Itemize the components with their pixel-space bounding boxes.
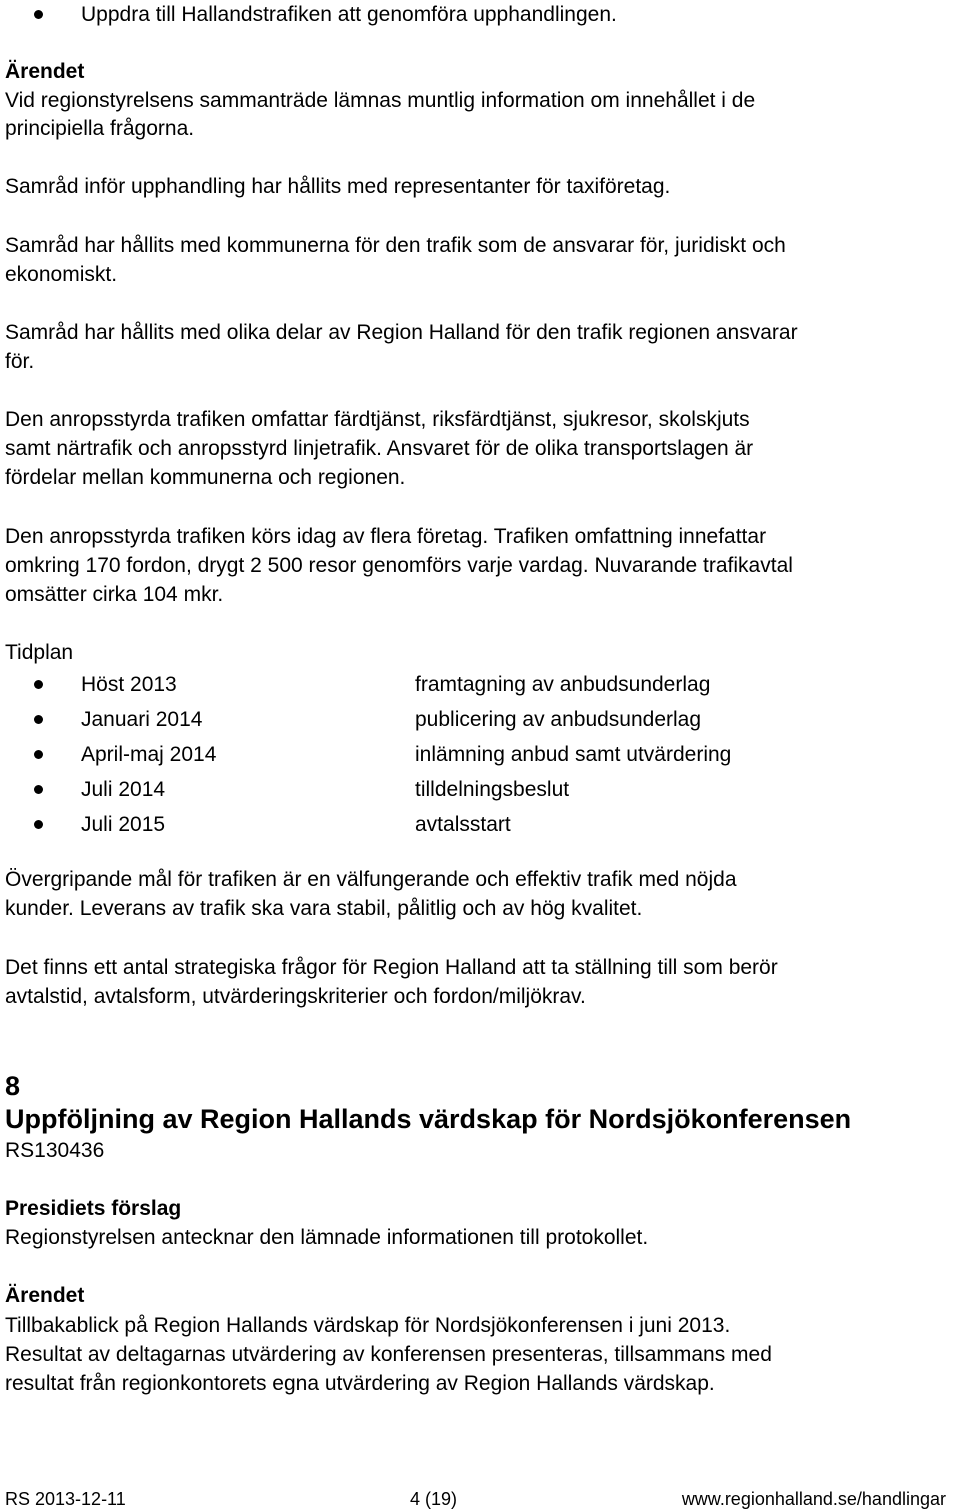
bullet-icon (34, 715, 43, 724)
arendet2-line-1: Tillbakablick på Region Hallands värdskap för Nordsjökonferensen i juni 2013. (5, 1314, 731, 1337)
tidplan-what: framtagning av anbudsunderlag (415, 673, 711, 696)
para-anrop-line-3: fördelar mellan kommunerna och regionen. (5, 466, 406, 489)
para-fordon-line-1: Den anropsstyrda trafiken körs idag av flera företag. Trafiken omfattning innefattar (5, 525, 767, 548)
para-anrop-line-1: Den anropsstyrda trafiken omfattar färdtjänst, riksfärdtjänst, sjukresor, skolskjuts (5, 408, 750, 431)
footer-url[interactable]: www.regionhalland.se/handlingar (681, 1489, 946, 1509)
section-ref: RS130436 (5, 1139, 105, 1162)
arendet2-line-3: resultat från regionkontorets egna utvärdering av Region Hallands värdskap. (5, 1372, 715, 1395)
section-title: Uppföljning av Region Hallands värdskap för Nordsjökonferensen (5, 1104, 852, 1134)
footer-page: 4 (19) (410, 1489, 458, 1509)
bullet-icon (34, 10, 43, 19)
para-taxi: Samråd inför upphandling har hållits med representanter för taxiföretag. (5, 175, 671, 198)
section-number: 8 (5, 1071, 21, 1101)
bullet-icon (34, 750, 43, 759)
arendet-heading: Ärendet (5, 60, 85, 83)
para-region-line-1: Samråd har hållits med olika delar av Region Halland för den trafik regionen ansvarar (5, 321, 798, 344)
para-region-line-2: för. (5, 350, 35, 373)
forslag-heading: Presidiets förslag (5, 1197, 182, 1220)
para-fordon-line-3: omsätter cirka 104 mkr. (5, 583, 224, 606)
footer-date: RS 2013-12-11 (5, 1489, 126, 1509)
bullet-icon (34, 820, 43, 829)
para-strategi-line-1: Det finns ett antal strategiska frågor för Region Halland att ta ställning till som berör (5, 956, 778, 979)
para-strategi-line-2: avtalstid, avtalsform, utvärderingskriterier och fordon/miljökrav. (5, 985, 586, 1008)
tidplan-when: Januari 2014 (81, 708, 203, 731)
para-fordon-line-2: omkring 170 fordon, drygt 2 500 resor genomförs varje vardag. Nuvarande trafikavtal (5, 554, 793, 577)
tidplan-what: inlämning anbud samt utvärdering (415, 743, 732, 766)
para-kommuner-line-2: ekonomiskt. (5, 263, 118, 286)
forslag-text: Regionstyrelsen antecknar den lämnade informationen till protokollet. (5, 1226, 649, 1249)
tidplan-when: Juli 2014 (81, 778, 166, 801)
tidplan-what: tilldelningsbeslut (415, 778, 570, 801)
arendet-line-1: Vid regionstyrelsens sammanträde lämnas muntlig information om innehållet i de (5, 89, 756, 112)
arendet2-heading: Ärendet (5, 1284, 85, 1307)
top-bullet-text: Uppdra till Hallandstrafiken att genomföra upphandlingen. (81, 3, 617, 26)
tidplan-when: Juli 2015 (81, 813, 166, 836)
tidplan-what: avtalsstart (415, 813, 511, 836)
tidplan-heading: Tidplan (5, 641, 74, 664)
tidplan-when: April-maj 2014 (81, 743, 217, 766)
tidplan-what: publicering av anbudsunderlag (415, 708, 702, 731)
para-kommuner-line-1: Samråd har hållits med kommunerna för den trafik som de ansvarar för, juridiskt och (5, 234, 786, 257)
bullet-icon (34, 785, 43, 794)
para-mal-line-2: kunder. Leverans av trafik ska vara stabil, pålitlig och av hög kvalitet. (5, 897, 643, 920)
para-mal-line-1: Övergripande mål för trafiken är en välfungerande och effektiv trafik med nöjda (5, 868, 737, 891)
arendet2-line-2: Resultat av deltagarnas utvärdering av konferensen presenteras, tillsammans med (5, 1343, 772, 1366)
para-anrop-line-2: samt närtrafik och anropsstyrd linjetrafik. Ansvaret för de olika transportslagen är (5, 437, 754, 460)
tidplan-when: Höst 2013 (81, 673, 177, 696)
arendet-line-2: principiella frågorna. (5, 117, 195, 140)
bullet-icon (34, 680, 43, 689)
